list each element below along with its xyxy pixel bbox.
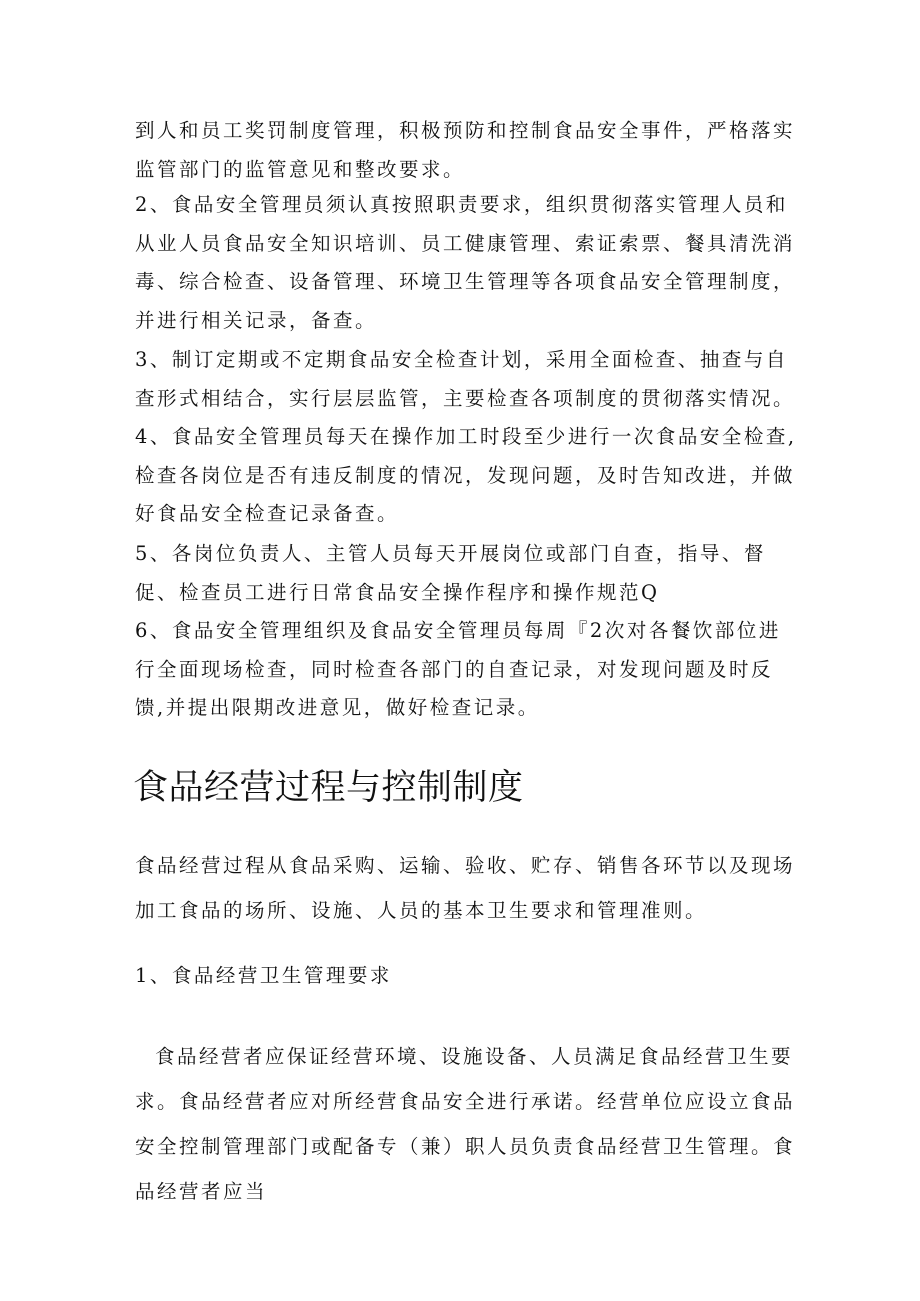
section-subheading: 1、食品经营卫生管理要求 [135,964,392,987]
section-intro: 食品经营过程从食品采购、运输、验收、贮存、销售各环节以及现场加工食品的场所、设施、人员的基本卫生要求和管理准则。 [135,854,796,922]
section-body [135,1034,800,1214]
section-body-text: 食品经营者应保证经营环境、设施设备、人员满足食品经营卫生要求。食品经营者应对所经营食品安全进行承诺。经营单位应设立食品安全控制管理部门或配备专（兼）职人员负责食品经营卫生管理。食品经营者应当 [135,1045,796,1203]
paragraph-item-5: 5、各岗位负责人、主管人员每天开展岗位或部门自查，指导、督促、检查员工进行日常食品安全操作程序和操作规范Q [135,542,766,604]
paragraph-item-3-4: 3、制订定期或不定期食品安全检查计划，采用全面检查、抽查与自查形式相结合，实行层层监管，主要检查各项制度的贯彻落实情况。4、食品安全管理员每天在操作加工时段至少进行一次食品安全检查,检查各岗位是否有违反制度的情况，发现问题，及时告知改进，并做好食品安全检查记录备查。 [135,348,797,526]
section-title: 食品经营过程与控制制度 [133,768,524,808]
paragraph-item-6: 6、食品安全管理组织及食品安全管理员每周『2次对各餐饮部位进行全面现场检查，同时检查各部门的自查记录，对发现问题及时反馈,并提出限期改进意见，做好检查记录。 [135,619,781,720]
paragraph-item-2: 2、食品安全管理员须认真按照职责要求，组织贯彻落实管理人员和从业人员食品安全知识培训、员工健康管理、索证索票、餐具清洗消毒、综合检查、设备管理、环境卫生管理等各项食品安全管理制度，并进行相关记录，备查。 [135,193,796,332]
paragraph-intro-continuation: 到人和员工奖罚制度管理，积极预防和控制食品安全事件，严格落实监管部门的监管意见和整改要求。 [135,119,796,181]
